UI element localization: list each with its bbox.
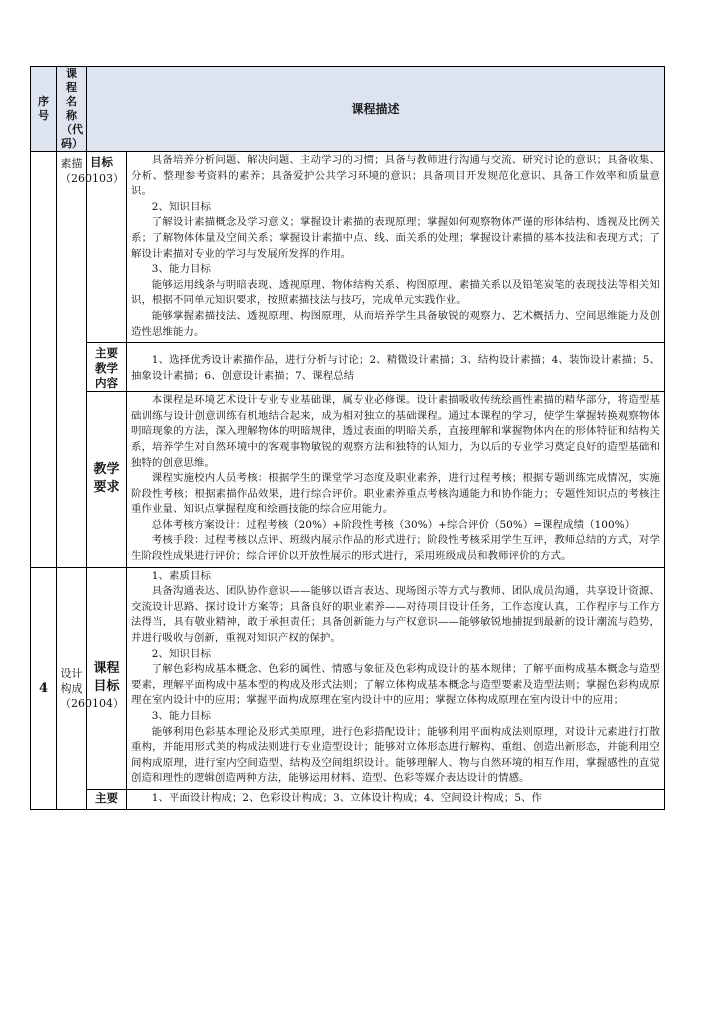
content-paragraph: 1、平面设计构成；2、色彩设计构成；3、立体设计构成；4、空间设计构成；5、作 bbox=[151, 791, 543, 804]
header-course-name: 课程名称（代码） bbox=[57, 67, 87, 152]
content-description bbox=[127, 789, 665, 809]
table-row bbox=[31, 152, 665, 343]
table-header-row bbox=[31, 67, 665, 152]
table-row bbox=[31, 392, 665, 568]
goal-label: 课程目标 bbox=[87, 567, 127, 789]
header-seq: 序号 bbox=[31, 67, 57, 152]
content-paragraph: 1、选择优秀设计素描作品，进行分析与讨论；2、精微设计素描；3、结构设计素描；4、装饰设计素描；5、抽象设计素描；6、创意设计素描；7、课程总结 bbox=[131, 354, 661, 382]
requirement-paragraph: 课程实施校内人员考核：根据学生的课堂学习态度及职业素养，进行过程考核；根据专题训练完成情况，实施阶段性考核；根据素描作品效果，进行综合评价。职业素养重点考核沟通能力和协作能力；专题性知识点的考核注重作业量、知识点掌握程度和绘画技能的综合应用能力。 bbox=[131, 472, 661, 516]
requirement-paragraph: 考核手段：过程考核以点评、班级内展示作品的形式进行；阶段性考核采用学生互评，教师总结的方式，对学生阶段性成果进行评价；综合评价以开放性展示的形式进行，采用班级成员和教师评价的方式。 bbox=[131, 534, 661, 563]
row-seq: 4 bbox=[31, 567, 57, 809]
goal-paragraph: 3、能力目标 bbox=[151, 710, 211, 722]
goal-paragraph: 1、素质目标 bbox=[151, 569, 211, 582]
content-label: 主要 bbox=[87, 789, 127, 809]
goal-paragraph: 了解设计素描概念及学习意义；掌握设计素描的表现原理；掌握如何观察物体严谨的形体结构、透视及比例关系；了解物体体量及空间关系；掌握设计素描中点、线、面关系的处理；掌握设计素描的基本技法和表现方式；了解设计素描对专业的学习与发展所发挥的作用。 bbox=[131, 216, 661, 260]
course-name: 设计构成（260104） bbox=[57, 567, 87, 809]
header-description: 课程描述 bbox=[87, 67, 665, 152]
course-name: 素描（260103） bbox=[57, 152, 87, 568]
goal-label: 目标 bbox=[87, 152, 127, 343]
content-description bbox=[127, 343, 665, 392]
requirement-paragraph: 总体考核方案设计：过程考核（20%）+阶段性考核（30%）+综合评价（50%）=课程成绩（100%） bbox=[151, 518, 636, 531]
goal-description bbox=[127, 152, 665, 343]
goal-paragraph: 能够掌握素描技法、透视原理、构图原理，从而培养学生具备敏锐的观察力、艺术概括力、空间思维能力及创造性思维能力。 bbox=[131, 309, 661, 338]
goal-paragraph: 具备沟通表达、团队协作意识——能够以语言表达、现场图示等方式与教师、团队成员沟通，共享设计资源、交流设计思路、探讨设计方案等；具备良好的职业素养——对待项目设计任务，工作态度认真，工作程序与工作方法得当，具有敬业精神，敢于承担责任；具备创新能力与产权意识——能够敏锐地捕捉到最新的设计潮流与趋势，并进行吸收与创新，重视对知识产权的保护。 bbox=[131, 585, 661, 645]
table-row bbox=[31, 567, 665, 789]
goal-paragraph: 了解色彩构成基本概念、色彩的属性、情感与象征及色彩构成设计的基本规律；了解平面构成基本概念与造型要素，理解平面构成中基本型的构成及形式法则；了解立体构成基本概念与造型要素及造型法则；掌握色彩构成原理在室内设计中的应用；掌握平面构成原理在室内设计中的应用；掌握立体构成原理在室内设计中的应用； bbox=[131, 663, 661, 707]
row-seq bbox=[31, 152, 57, 568]
goal-paragraph: 2、知识目标 bbox=[151, 647, 211, 660]
content-label: 主要教学内容 bbox=[87, 343, 127, 392]
course-table bbox=[30, 66, 665, 810]
goal-description bbox=[127, 567, 665, 789]
requirement-paragraph: 本课程是环境艺术设计专业专业基础课，属专业必修课。设计素描吸收传统绘画性素描的精华部分，将造型基础训练与设计创意训练有机地结合起来，成为相对独立的基础课程。通过本课程的学习，使学生掌握转换观察物体明暗现象的方法，深入理解物体的明暗规律，透过表面的明暗关系，直接理解和掌握物体内在的形体特征和结构关系，培养学生对自然环境中的客观事物敏锐的观察方法和独特的认知力，为以后的专业学习奠定良好的造型基础和独特的创意思维。 bbox=[131, 394, 661, 469]
goal-paragraph: 2、知识目标 bbox=[151, 200, 211, 213]
table-row bbox=[31, 343, 665, 392]
table-row bbox=[31, 789, 665, 809]
requirement-description bbox=[127, 392, 665, 568]
goal-paragraph: 具备培养分析问题、解决问题、主动学习的习惯；具备与教师进行沟通与交流、研究讨论的意识；具备收集、分析、整理参考资料的素养；具备爱护公共学习环境的意识；具备项目开发规范化意识、具备工作效率和质量意识。 bbox=[131, 154, 661, 198]
goal-paragraph: 能够运用线条与明暗表现、透视原理、物体结构关系、构图原理、素描关系以及铅笔炭笔的表现技法等相关知识，根据不同单元知识要求，按照素描技法与技巧，完成单元实践作业。 bbox=[131, 278, 661, 307]
goal-paragraph: 3、能力目标 bbox=[151, 263, 211, 276]
requirement-label: 教学要求 bbox=[87, 392, 127, 568]
goal-paragraph: 能够利用色彩基本理论及形式美原理，进行色彩搭配设计；能够利用平面构成法则原理，对设计元素进行打散重构，并能用形式美的构成法则进行专业造型设计；能够对立体形态进行解构、重组、创造出新形态，并能利用空间构成原理，进行室内空间造型、结构及空间组织设计。能够理解人、物与自然环境的相互作用，掌握感性的直觉创造和理性的逻辑创造两种方法，能够运用材料、造型、色彩等媒介表达设计的情感。 bbox=[131, 725, 661, 785]
